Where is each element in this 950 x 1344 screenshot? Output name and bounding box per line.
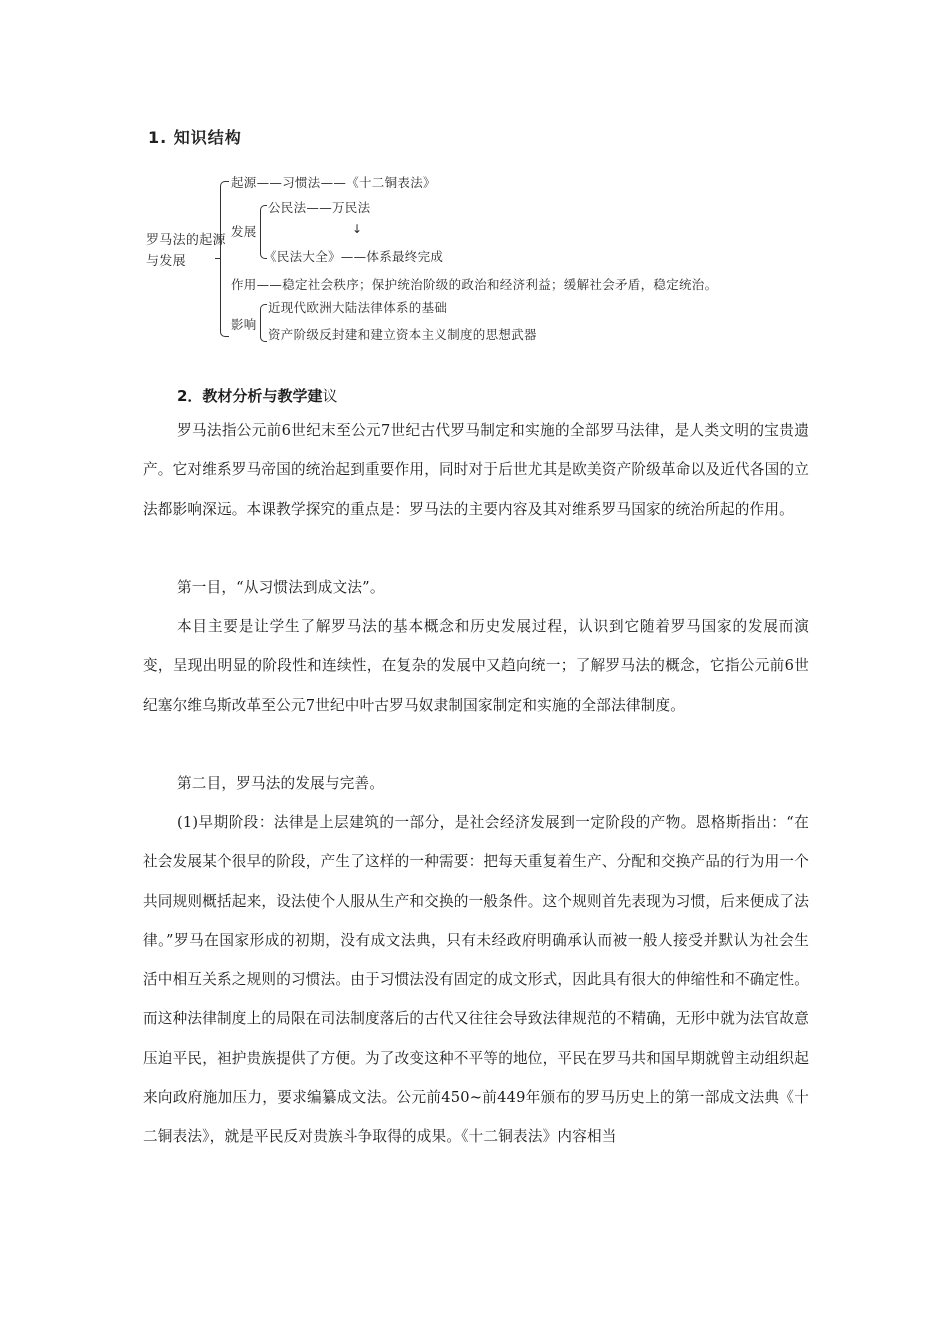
diagram-function: 作用——稳定社会秩序；保护统治阶级的政治和经济利益；缓解社会矛盾，稳定统治。: [231, 277, 718, 292]
paragraph-second-item-title: 第二目，罗马法的发展与完善。: [177, 775, 385, 792]
diagram-impact-item-1: 近现代欧洲大陆法律体系的基础: [268, 300, 448, 315]
diagram-down-arrow-icon: ↓: [352, 222, 363, 236]
diagram-origin: 起源——习惯法——《十二铜表法》: [231, 175, 436, 190]
section-heading-analysis: [177, 385, 337, 406]
diagram-development-item-1: 公民法——万民法: [268, 200, 371, 215]
paragraph-first-item-body: 本目主要是让学生了解罗马法的基本概念和历史发展过程，认识到它随着罗马国家的发展而演变，呈现出明显的阶段性和连续性，在复杂的发展中又趋向统一；了解罗马法的概念，它指公元前6世纪塞尔维乌斯改革至公元7世纪中叶古罗马奴隶制国家制定和实施的全部法律制度。: [143, 618, 809, 714]
diagram-main-brace-tip: [215, 258, 221, 259]
diagram-impact-brace: [260, 304, 267, 342]
diagram-impact-label: 影响: [231, 317, 257, 332]
diagram-root-label: 罗马法的起源与发展: [146, 233, 226, 269]
diagram-development-item-2: 《民法大全》——体系最终完成: [264, 249, 444, 264]
paragraph-first-item-title: 第一目，“从习惯法到成文法”。: [177, 579, 385, 596]
diagram-impact-item-2: 资产阶级反封建和建立资本主义制度的思想武器: [268, 327, 537, 342]
section-heading-analysis-tail: 议: [322, 387, 338, 405]
diagram-main-brace: [220, 181, 229, 337]
paragraph-intro: 罗马法指公元前6世纪末至公元7世纪古代罗马制定和实施的全部罗马法律，是人类文明的宝贵遗产。它对维系罗马帝国的统治起到重要作用，同时对于后世尤其是欧美资产阶级革命以及近代各国的立法都影响深远。本课教学探究的重点是：罗马法的主要内容及其对维系罗马国家的统治所起的作用。: [143, 422, 809, 518]
section-heading-knowledge-structure: 1. 知识结构: [148, 128, 242, 147]
paragraph-early-stage: (1)早期阶段：法律是上层建筑的一部分，是社会经济发展到一定阶段的产物。恩格斯指出：“在社会发展某个很早的阶段，产生了这样的一种需要：把每天重复着生产、分配和交换产品的行为用一个共同规则概括起来，设法使个人服从生产和交换的一般条件。这个规则首先表现为习惯，后来便成了法律。”罗马在国家形成的初期，没有成文法典，只有未经政府明确承认而被一般人接受并默认为社会生活中相互关系之规则的习惯法。由于习惯法没有固定的成文形式，因此具有很大的伸缩性和不确定性。而这种法律制度上的局限在司法制度落后的古代又往往会导致法律规范的不精确，无形中就为法官故意压迫平民，袒护贵族提供了方便。为了改变这种不平等的地位，平民在罗马共和国早期就曾主动组织起来向政府施加压力，要求编纂成文法。公元前450~前449年颁布的罗马历史上的第一部成文法典《十二铜表法》，就是平民反对贵族斗争取得的成果。《十二铜表法》内容相当: [143, 814, 809, 1146]
diagram-development-label: 发展: [231, 224, 257, 239]
section-heading-analysis-bold: 2．教材分析与教学建: [177, 387, 323, 405]
